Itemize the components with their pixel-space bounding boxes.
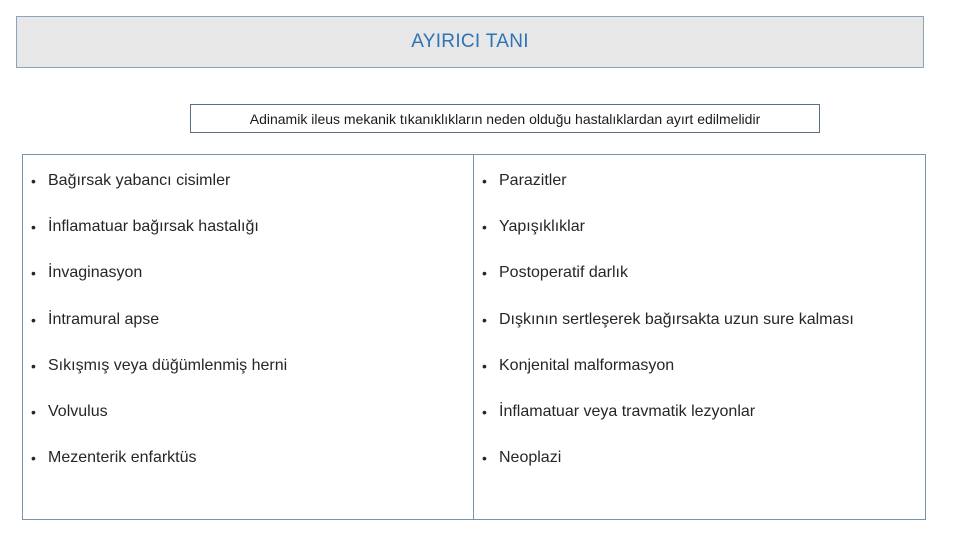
title-bar — [16, 16, 924, 68]
list-item — [482, 307, 925, 353]
left-column — [23, 155, 474, 519]
bullet-icon: • — [482, 311, 487, 328]
item-label: Parazitler — [499, 172, 567, 189]
list-item — [31, 399, 473, 445]
bullet-icon: • — [31, 403, 36, 420]
slide-title: AYIRICI TANI — [411, 31, 529, 52]
item-label: Volvulus — [48, 402, 108, 420]
diagnosis-table — [22, 154, 926, 520]
bullet-icon: • — [482, 219, 487, 236]
item-label: Mezenterik enfarktüs — [48, 449, 197, 467]
bullet-icon: • — [482, 173, 487, 189]
item-label: Postoperatif darlık — [499, 264, 628, 282]
list-item — [31, 168, 473, 214]
item-label: Neoplazi — [499, 449, 562, 467]
list-item — [31, 307, 473, 353]
item-label: Sıkışmış veya düğümlenmiş herni — [48, 356, 288, 374]
item-label: İnflamatuar veya travmatik lezyonlar — [499, 402, 756, 420]
right-column — [474, 155, 925, 519]
subtitle-box — [190, 104, 820, 133]
list-item — [31, 353, 473, 399]
item-label: İnvaginasyon — [48, 264, 143, 282]
bullet-icon: • — [31, 357, 36, 374]
item-label: Bağırsak yabancı cisimler — [48, 172, 231, 189]
bullet-icon: • — [482, 450, 487, 467]
item-label: İntramural apse — [48, 310, 160, 328]
bullet-icon: • — [31, 450, 36, 467]
list-item — [482, 445, 925, 491]
list-item — [482, 214, 925, 260]
bullet-icon: • — [31, 219, 36, 236]
list-item — [482, 353, 925, 399]
list-item — [31, 260, 473, 306]
bullet-icon: • — [482, 357, 487, 374]
list-item — [482, 168, 925, 214]
list-item — [31, 445, 473, 491]
list-item — [482, 399, 925, 445]
item-label: Yapışıklıklar — [499, 218, 585, 236]
bullet-icon: • — [482, 403, 487, 420]
item-label: Konjenital malformasyon — [499, 356, 675, 374]
bullet-icon: • — [31, 265, 36, 282]
bullet-icon: • — [31, 173, 36, 189]
bullet-icon: • — [482, 265, 487, 282]
list-item — [31, 214, 473, 260]
item-label: Dışkının sertleşerek bağırsakta uzun sure kalması — [499, 310, 854, 328]
subtitle-text: Adinamik ileus mekanik tıkanıklıkların neden olduğu hastalıklardan ayırt edilmelidir — [249, 110, 761, 127]
list-item — [482, 260, 925, 306]
item-label: İnflamatuar bağırsak hastalığı — [48, 218, 259, 236]
bullet-icon: • — [31, 311, 36, 328]
